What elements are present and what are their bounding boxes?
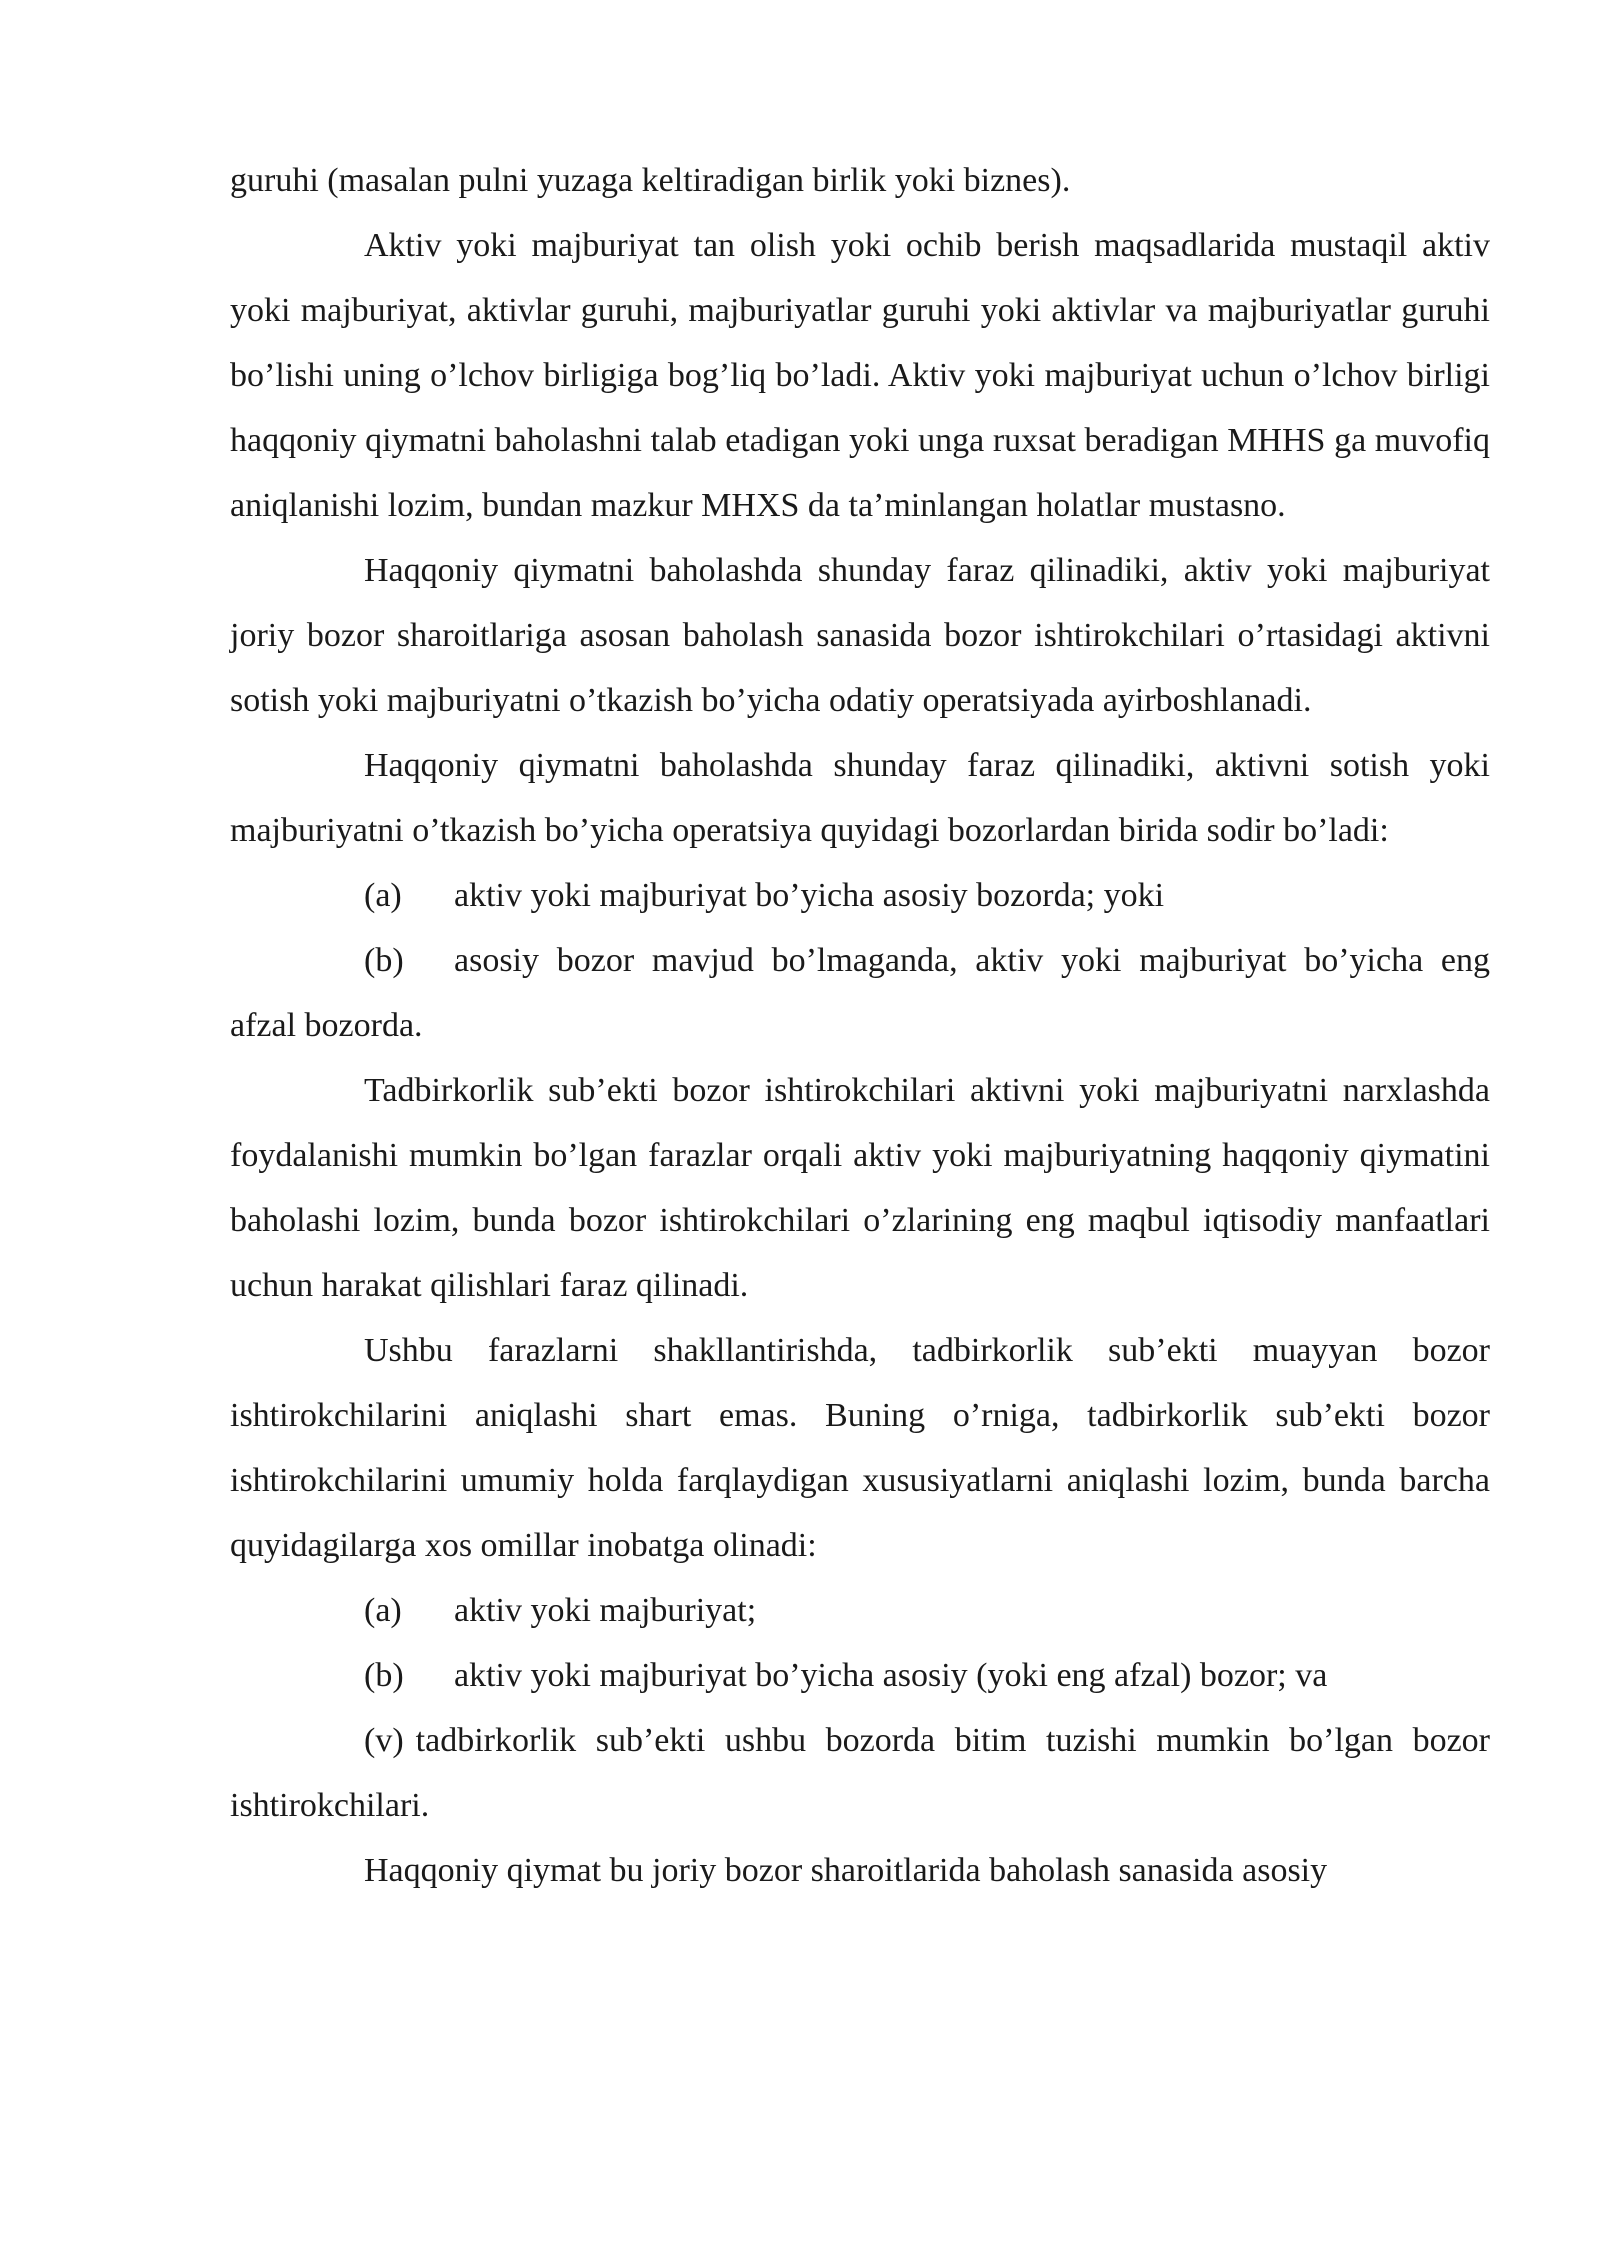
document-body (230, 148, 1490, 1903)
list-item-asset-or-liability (230, 1578, 1490, 1643)
list-item-text: aktiv yoki majburiyat bo’yicha asosiy (yoki eng afzal) bozor; va (454, 1657, 1328, 1694)
list-item-text: aktiv yoki majburiyat bo’yicha asosiy bozorda; yoki (454, 877, 1165, 914)
list-item-principal-market (230, 863, 1490, 928)
list-marker: (b) (364, 1657, 404, 1694)
list-item-text: asosiy bozor mavjud bo’lmaganda, aktiv yoki majburiyat bo’yicha eng afzal bozorda. (230, 942, 1490, 1044)
paragraph-fair-value-definition: Haqqoniy qiymat bu joriy bozor sharoitlarida baholash sanasida asosiy (364, 1852, 1328, 1889)
paragraph-developing-assumptions: Ushbu farazlarni shakllantirishda, tadbirkorlik sub’ekti muayyan bozor ishtirokchilarini aniqlashi shart emas. Buning o’rniga, tadbirkorlik sub’ekti bozor ishtirokchilarini umumiy holda farqlaydigan xususiyatlarni aniqlashi lozim, bunda barcha quyidagilarga xos omillar inobatga olinadi: (230, 1332, 1490, 1564)
paragraph-unit-of-account: Aktiv yoki majburiyat tan olish yoki ochib berish maqsadlarida mustaqil aktiv yoki majburiyat, aktivlar guruhi, majburiyatlar guruhi yoki aktivlar va majburiyatlar guruhi bo’lishi uning o’lchov birligiga bog’liq bo’ladi. Aktiv yoki majburiyat uchun o’lchov birligi haqqoniy qiymatni baholashni talab etadigan yoki unga ruxsat beradigan MHHS ga muvofiq aniqlanishi lozim, bundan mazkur MHXS da ta’minlangan holatlar mustasno. (230, 227, 1490, 524)
paragraph-market-participants: Tadbirkorlik sub’ekti bozor ishtirokchilari aktivni yoki majburiyatni narxlashda foydalanishi mumkin bo’lgan farazlar orqali aktiv yoki majburiyatning haqqoniy qiymatini baholashi lozim, bunda bozor ishtirokchilari o’zlarining eng maqbul iqtisodiy manfaatlari uchun harakat qilishlari faraz qilinadi. (230, 1072, 1490, 1304)
list-item-principal-or-advantageous-market (230, 1643, 1490, 1708)
list-item-market-participants (230, 1708, 1490, 1838)
list-item-most-advantageous-market (230, 928, 1490, 1058)
paragraph-continuation: guruhi (masalan pulni yuzaga keltiradigan birlik yoki biznes). (230, 162, 1071, 199)
list-item-text: tadbirkorlik sub’ekti ushbu bozorda bitim tuzishi mumkin bo’lgan bozor ishtirokchilari. (230, 1722, 1490, 1824)
paragraph-market-assumption: Haqqoniy qiymatni baholashda shunday faraz qilinadiki, aktivni sotish yoki majburiyatni o’tkazish bo’yicha operatsiya quyidagi bozorlardan birida sodir bo’ladi: (230, 747, 1490, 849)
list-marker: (v) (364, 1722, 404, 1759)
list-marker: (a) (364, 877, 402, 914)
paragraph-orderly-transaction: Haqqoniy qiymatni baholashda shunday faraz qilinadiki, aktiv yoki majburiyat joriy bozor sharoitlariga asosan baholash sanasida bozor ishtirokchilari o’rtasidagi aktivni sotish yoki majburiyatni o’tkazish bo’yicha odatiy operatsiyada ayirboshlanadi. (230, 552, 1490, 719)
list-item-text: aktiv yoki majburiyat; (454, 1592, 757, 1629)
list-marker: (b) (364, 942, 404, 979)
list-marker: (a) (364, 1592, 402, 1629)
